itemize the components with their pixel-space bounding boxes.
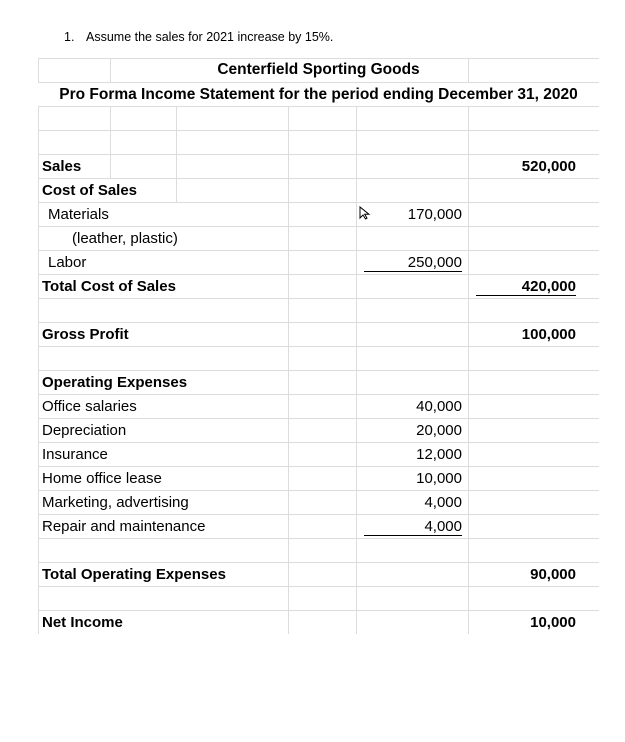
office-salaries-label: Office salaries [42,398,137,415]
labor-amount: 250,000 [407,254,462,271]
grid-line [38,322,599,323]
total-cost-underline [476,295,576,296]
cost-of-sales-label: Cost of Sales [42,182,138,199]
spreadsheet [38,58,599,634]
net-income-label: Net Income [42,614,123,631]
depreciation-amount: 20,000 [416,422,462,439]
grid-line [110,106,111,178]
grid-line [38,226,599,227]
gross-profit-label: Gross Profit [42,326,129,343]
grid-line [38,154,599,155]
grid-line [38,466,599,467]
grid-line [38,106,39,634]
mouse-pointer-icon [359,206,371,220]
grid-line [38,130,599,131]
grid-line [38,538,599,539]
grid-line [38,418,599,419]
repair-label: Repair and maintenance [42,518,206,535]
grid-line [468,106,469,634]
grid-line [38,370,599,371]
gross-profit-value: 100,000 [521,326,576,343]
grid-line [38,82,599,83]
question-body: Assume the sales for 2021 increase by 15%. [86,30,334,44]
sales-total: 520,000 [521,158,576,175]
labor-label: Labor [48,254,87,271]
operating-expenses-label: Operating Expenses [42,374,188,391]
repair-amount: 4,000 [424,518,462,535]
grid-line [38,442,599,443]
materials-amount: 170,000 [407,206,462,223]
grid-line [38,586,599,587]
net-income-value: 10,000 [530,614,576,631]
home-office-lease-amount: 10,000 [416,470,462,487]
company-name: Centerfield Sporting Goods [217,61,420,78]
grid-line [176,106,177,202]
grid-line [38,178,599,179]
insurance-label: Insurance [42,446,108,463]
depreciation-label: Depreciation [42,422,127,439]
grid-line [38,274,599,275]
home-office-lease-label: Home office lease [42,470,162,487]
labor-underline [364,271,462,272]
grid-line [38,562,599,563]
marketing-label: Marketing, advertising [42,494,189,511]
materials-note: (leather, plastic) [72,230,178,247]
statement-title: Pro Forma Income Statement for the period ending December 31, 2020 [59,86,578,103]
insurance-amount: 12,000 [416,446,462,463]
question-number: 1. [64,30,75,44]
grid-line [38,346,599,347]
grid-line [38,250,599,251]
grid-line [38,514,599,515]
marketing-amount: 4,000 [424,494,462,511]
grid-line [38,58,599,59]
grid-line [356,106,357,634]
materials-label: Materials [48,206,109,223]
question-text [64,30,333,44]
office-salaries-amount: 40,000 [416,398,462,415]
grid-line [38,490,599,491]
grid-line [38,610,599,611]
total-cost-of-sales-value: 420,000 [521,278,576,295]
grid-line [288,106,289,634]
grid-line [38,298,599,299]
grid-line [38,394,599,395]
total-cost-of-sales-label: Total Cost of Sales [42,278,176,295]
grid-line [38,202,599,203]
grid-line [38,106,599,107]
total-operating-expenses-label: Total Operating Expenses [42,566,226,583]
repair-underline [364,535,462,536]
total-operating-expenses-value: 90,000 [530,566,576,583]
sales-label: Sales [42,158,82,175]
